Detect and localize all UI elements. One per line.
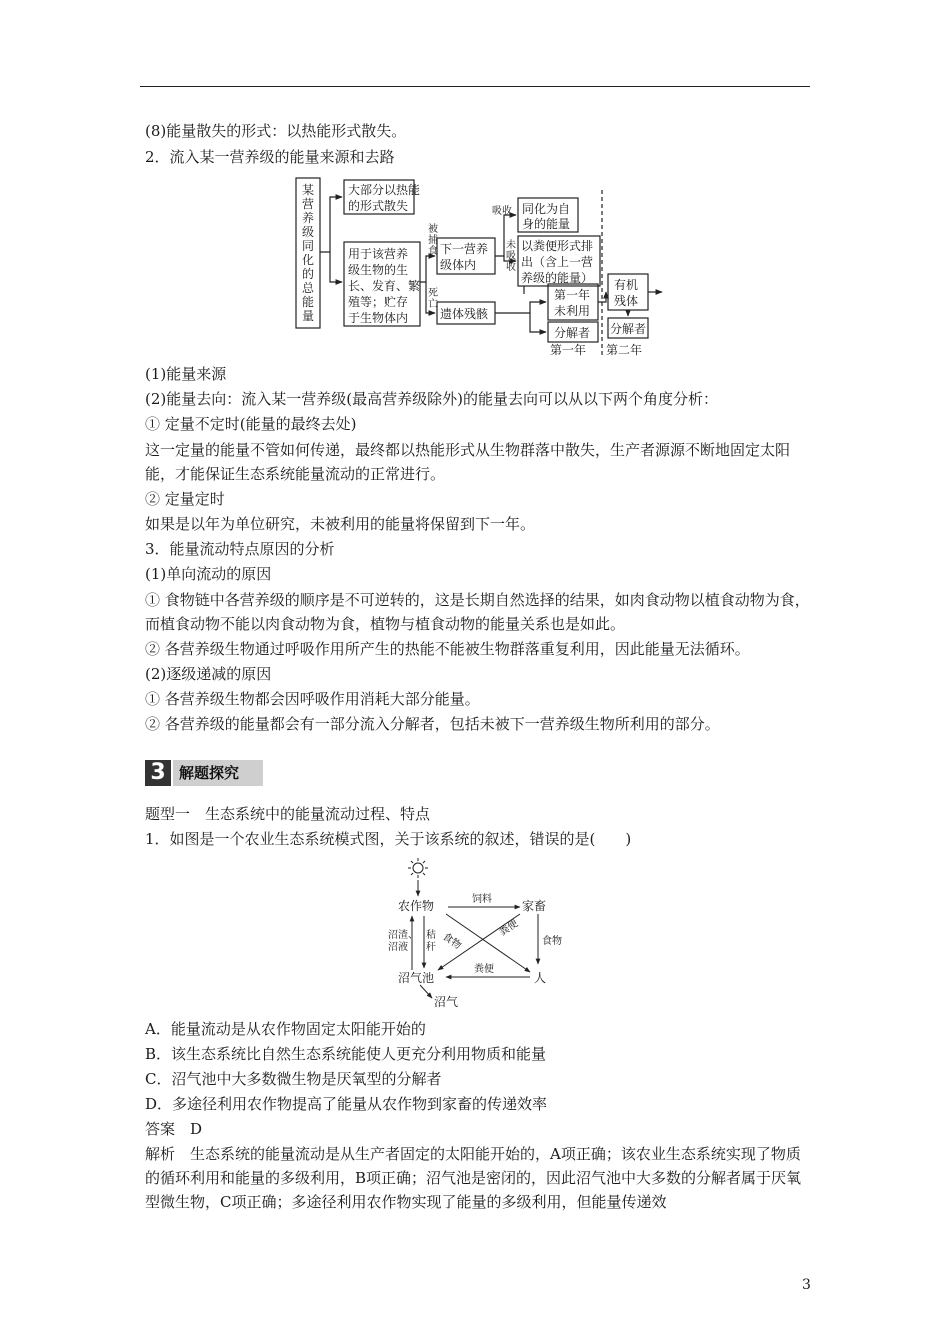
edge-feces-1: 粪便 — [497, 918, 521, 939]
point-8: (8)能量散失的形式：以热能形式散失。 — [145, 122, 407, 140]
question-stem: 1．如图是一个农业生态系统模式图，关于该系统的叙述，错误的是( ) — [145, 830, 632, 848]
next-l2: 级体内 — [440, 258, 477, 272]
unused-l1: 第一年 — [554, 288, 591, 302]
heat-l1: 大部分以热能 — [348, 183, 421, 197]
growth-l1: 用于该营养 — [348, 247, 409, 261]
organic-l2: 残体 — [614, 294, 639, 308]
sun-icon — [408, 858, 428, 878]
growth-l2: 级生物的生 — [348, 263, 409, 277]
absorb-label: 吸收 — [492, 206, 512, 217]
decomposer2-label: 分解者 — [610, 322, 647, 336]
year1-label: 第一年 — [550, 343, 587, 357]
death-2: 亡 — [428, 299, 438, 310]
eaten-1: 被 — [428, 224, 438, 235]
subsection-3-title: 3．能量流动特点原因的分析 — [145, 540, 335, 558]
edge-food-1: 食物 — [440, 931, 464, 952]
header-rule — [140, 86, 810, 87]
node-biogas: 沼气 — [434, 995, 459, 1009]
growth-l4: 殖等；贮存 — [348, 295, 409, 309]
not-absorbed-3: 收 — [506, 262, 516, 273]
section-header — [145, 760, 263, 786]
point-1: (1)能量来源 — [145, 365, 227, 383]
edge-food-2: 食物 — [542, 936, 562, 947]
paragraph-1: 这一定量的能量不管如何传递，最终都以热能形式从生物群落中散失，生产者源源不断地固定太阳能，才能保证生态系统能量流动的正常进行。 — [145, 441, 791, 483]
feces-l3: 养级的能量） — [521, 271, 594, 285]
option-d: D．多途径利用农作物提高了能量从农作物到家畜的传递效率 — [145, 1095, 548, 1113]
question-type: 题型一 生态系统中的能量流动过程、特点 — [145, 805, 431, 823]
decomposer1-label: 分解者 — [554, 326, 591, 340]
paragraph-6: ② 各营养级的能量都会有一部分流入分解者，包括未被下一营养级生物所利用的部分。 — [145, 715, 720, 733]
year2-label: 第二年 — [606, 343, 643, 357]
paragraph-3: ① 食物链中各营养级的顺序是不可逆转的，这是长期自然选择的结果，如肉食动物以植食动物为食，而植食动物不能以肉食动物为食，植物与植食动物的能量关系也是如此。 — [145, 591, 810, 633]
option-a: A．能量流动是从农作物固定太阳能开始的 — [145, 1020, 426, 1038]
answer: 答案 D — [145, 1120, 203, 1138]
death-1: 死 — [428, 288, 438, 299]
page-number: 3 — [802, 1277, 811, 1293]
growth-l5: 于生物体内 — [348, 311, 409, 325]
feces-l1: 以粪便形式排 — [521, 239, 594, 253]
option-c: C．沼气池中大多数微生物是厌氧型的分解者 — [145, 1070, 442, 1088]
case-2: ② 定量定时 — [145, 490, 225, 508]
edge-straw-1: 秸 — [426, 930, 436, 941]
subsection-2-title: 2．流入某一营养级的能量来源和去路 — [145, 148, 395, 166]
organic-l1: 有机 — [614, 278, 639, 292]
not-absorbed-2: 吸 — [506, 251, 516, 262]
edge-residue-1: 沼渣、 — [388, 930, 418, 941]
reason-1: (1)单向流动的原因 — [145, 565, 272, 583]
edge-feed: 饲料 — [472, 894, 492, 905]
node-human: 人 — [534, 971, 547, 985]
paragraph-5: ① 各营养级生物都会因呼吸作用消耗大部分能量。 — [145, 690, 480, 708]
next-l1: 下一营养 — [440, 242, 489, 256]
energy-flow-diagram — [290, 170, 680, 360]
node-livestock: 家畜 — [522, 899, 547, 913]
edge-feces-2: 粪便 — [474, 964, 494, 975]
reason-2: (2)逐级递减的原因 — [145, 665, 272, 683]
remains-label: 遗体残骸 — [440, 307, 489, 321]
option-b: B．该生态系统比自然生态系统能使人更充分利用物质和能量 — [145, 1045, 547, 1063]
point-2: (2)能量去向：流入某一营养级(最高营养级除外)的能量去向可以从以下两个角度分析： — [145, 390, 718, 408]
eaten-3: 食 — [428, 246, 438, 257]
paragraph-2: 如果是以年为单位研究，未被利用的能量将保留到下一年。 — [145, 515, 536, 533]
eaten-2: 捕 — [428, 235, 438, 246]
edge-straw-2: 秆 — [426, 942, 436, 953]
paragraph-4: ② 各营养级生物通过呼吸作用所产生的热能不能被生物群落重复利用，因此能量无法循环。 — [145, 640, 750, 658]
node-biogas-pit: 沼气池 — [398, 971, 435, 985]
feces-l2: 出（含上一营 — [521, 255, 594, 269]
unused-l2: 未利用 — [554, 304, 591, 318]
section-number: 3 — [145, 760, 171, 786]
section-title: 解题探究 — [179, 764, 240, 782]
not-absorbed-1: 未 — [506, 240, 516, 251]
node-crops: 农作物 — [398, 899, 435, 913]
source-c1: 某营养级同化的总能量 — [302, 183, 315, 323]
heat-l2: 的形式散失 — [348, 199, 409, 213]
case-1: ① 定量不定时(能量的最终去处) — [145, 415, 357, 433]
assim-l1: 同化为自 — [522, 202, 571, 216]
assim-l2: 身的能量 — [522, 217, 571, 231]
analysis: 解析 生态系统的能量流动是从生产者固定的太阳能开始的，A项正确；该农业生态系统实现了物质的循环利用和能量的多级利用，B项正确；沼气池是密闭的，因此沼气池中大多数的分解者属于厌氧型微生物，C项正确；多途径利用农作物实现了能量的多级利用，但能量传递效 — [145, 1145, 802, 1211]
agri-ecosystem-diagram — [380, 852, 580, 1012]
edge-residue-2: 沼液 — [388, 942, 408, 953]
growth-l3: 长、发育、繁 — [348, 279, 421, 293]
